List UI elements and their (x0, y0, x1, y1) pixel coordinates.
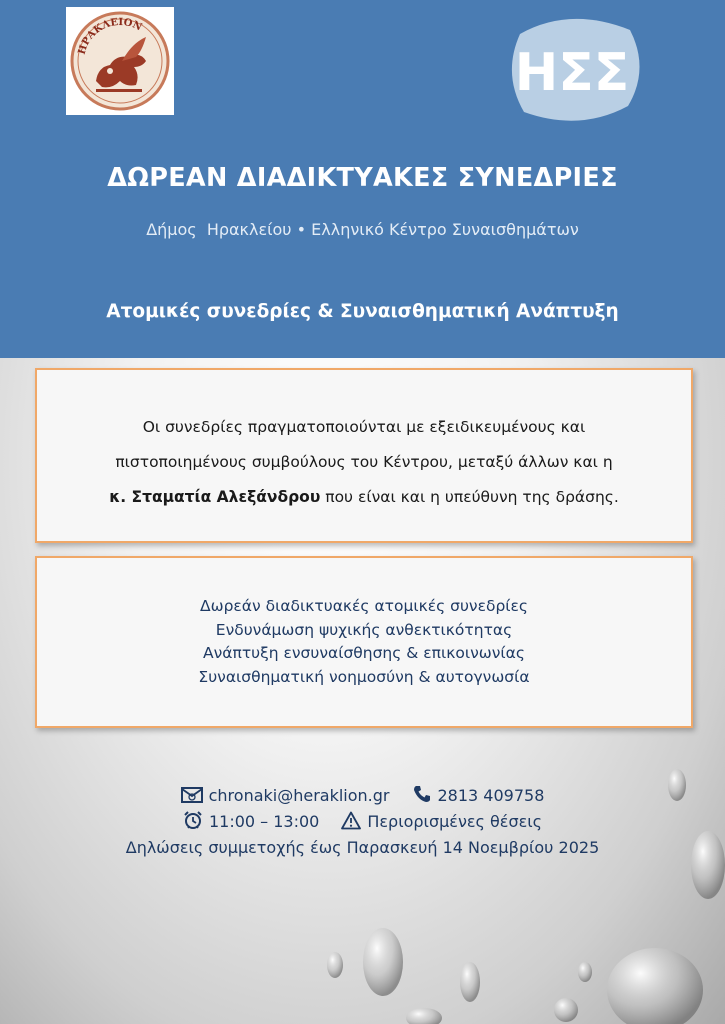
intro-line-3-rest: που είναι και η υπεύθυνη της δράσης. (320, 488, 619, 506)
alarm-clock-icon (183, 810, 203, 838)
warning-icon (341, 811, 361, 838)
features-box (35, 556, 693, 728)
counselor-name: κ. Σταματία Αλεξάνδρου (109, 488, 321, 506)
features-list (37, 595, 691, 689)
intro-text (37, 410, 691, 515)
center-logo (500, 14, 650, 129)
contact-info (0, 783, 725, 861)
heraklion-seal-icon (66, 7, 174, 115)
email-link[interactable]: chronaki@heraklion.gr (208, 786, 390, 805)
phone-number[interactable]: 2813 409758 (437, 786, 545, 805)
hours: 11:00 – 13:00 (208, 812, 320, 831)
heraklion-logo (66, 7, 174, 115)
phone-icon (412, 784, 432, 812)
organizers-subtitle: Δήμος Ηρακλείου • Ελληνικό Κέντρο Συναισθημάτων (146, 220, 579, 239)
contact-line-2 (0, 809, 725, 835)
center-logo-icon (500, 14, 650, 129)
intro-box (35, 368, 693, 543)
intro-line-2: πιστοποιημένους συμβούλους του Κέντρου, μεταξύ άλλων και η (115, 453, 613, 471)
intro-line-3 (37, 480, 691, 515)
section-title: Ατομικές συνεδρίες & Συναισθηματική Ανάπτυξη (106, 301, 619, 322)
contact-line-1 (0, 783, 725, 809)
registration-deadline: Δηλώσεις συμμετοχής έως Παρασκευή 14 Νοεμβρίου 2025 (125, 838, 600, 857)
svg-text:ΗΣΣ: ΗΣΣ (514, 43, 630, 103)
seats-notice: Περιορισμένες θέσεις (367, 812, 543, 831)
intro-line-1: Οι συνεδρίες πραγματοποιούνται με εξειδικευμένους και (142, 418, 586, 436)
svg-text:ΗΡΑΚΛΕΙΟΝ: ΗΡΑΚΛΕΙΟΝ (76, 16, 144, 56)
list-item: Δωρεάν διαδικτυακές ατομικές συνεδρίες (199, 597, 528, 615)
list-item: Συναισθηματική νοημοσύνη & αυτογνωσία (198, 667, 530, 686)
list-item: Ενδυνάμωση ψυχικής ανθεκτικότητας (215, 620, 513, 639)
page-title: ΔΩΡΕΑΝ ΔΙΑΔΙΚΤΥΑΚΕΣ ΣΥΝΕΔΡΙΕΣ (107, 163, 618, 193)
list-item: Ανάπτυξη ενσυναίσθησης & επικοινωνίας (203, 644, 525, 662)
header-band (0, 0, 725, 358)
